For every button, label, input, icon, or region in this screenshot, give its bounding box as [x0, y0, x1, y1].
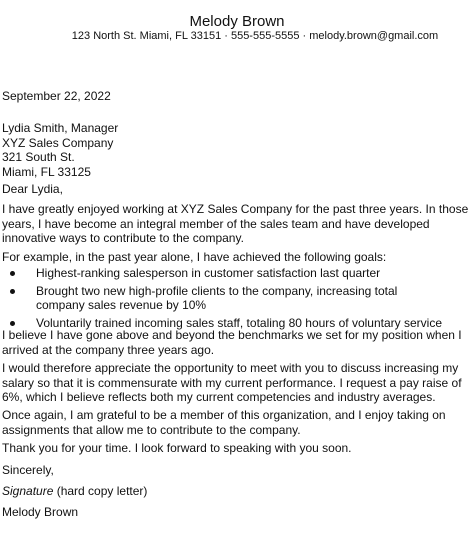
signature-note: (hard copy letter): [53, 484, 148, 498]
letter-date: September 22, 2022: [2, 89, 111, 103]
goal-item: Highest-ranking salesperson in customer satisfaction last quarter: [2, 266, 442, 281]
recipient-city-state-zip: Miami, FL 33125: [2, 164, 91, 179]
goal-item: Voluntarily trained incoming sales staff, totaling 80 hours of voluntary service: [2, 316, 442, 331]
closing: Sincerely,: [2, 463, 54, 477]
sender-contact-line: 123 North St. Miami, FL 33151 · 555-555-5555 · melody.brown@gmail.com: [71, 30, 439, 42]
recipient-name-title: Lydia Smith, Manager: [2, 121, 119, 135]
recipient-company: XYZ Sales Company: [2, 135, 114, 150]
goal-item: Brought two new high-profile clients to the company, increasing total company sales revenue by 10%: [2, 284, 442, 313]
paragraph-intro: I have greatly enjoyed working at XYZ Sales Company for the past three years. In those years, I have become an integral member of the sales team and have developed innovative ways to contribute to the company.: [2, 202, 469, 245]
paragraph-gratitude: Once again, I am grateful to be a member of this organization, and I enjoy taking on assignments that allow me to contribute to the company.: [2, 408, 446, 437]
paragraph-goals-intro: For example, in the past year alone, I have achieved the following goals:: [2, 250, 387, 264]
signer-name: Melody Brown: [2, 505, 79, 519]
recipient-address-block: [2, 121, 472, 179]
paragraph-thanks: Thank you for your time. I look forward to speaking with you soon.: [2, 441, 352, 455]
goals-list: [2, 266, 442, 333]
recipient-street: 321 South St.: [2, 150, 75, 164]
salutation: Dear Lydia,: [2, 182, 63, 196]
paragraph-benchmarks: I believe I have gone above and beyond the benchmarks we set for my position when I arrived at the company three years ago.: [2, 328, 462, 357]
signature-line: [2, 484, 472, 499]
sender-name: Melody Brown: [189, 13, 285, 30]
paragraph-raise-request: I would therefore appreciate the opportunity to meet with you to discuss increasing my salary so that it is commensurate with my current performance. I request a pay raise of 6%, which I believe reflects both my current competencies and industry averages.: [2, 361, 462, 404]
signature-label: Signature: [2, 484, 54, 498]
